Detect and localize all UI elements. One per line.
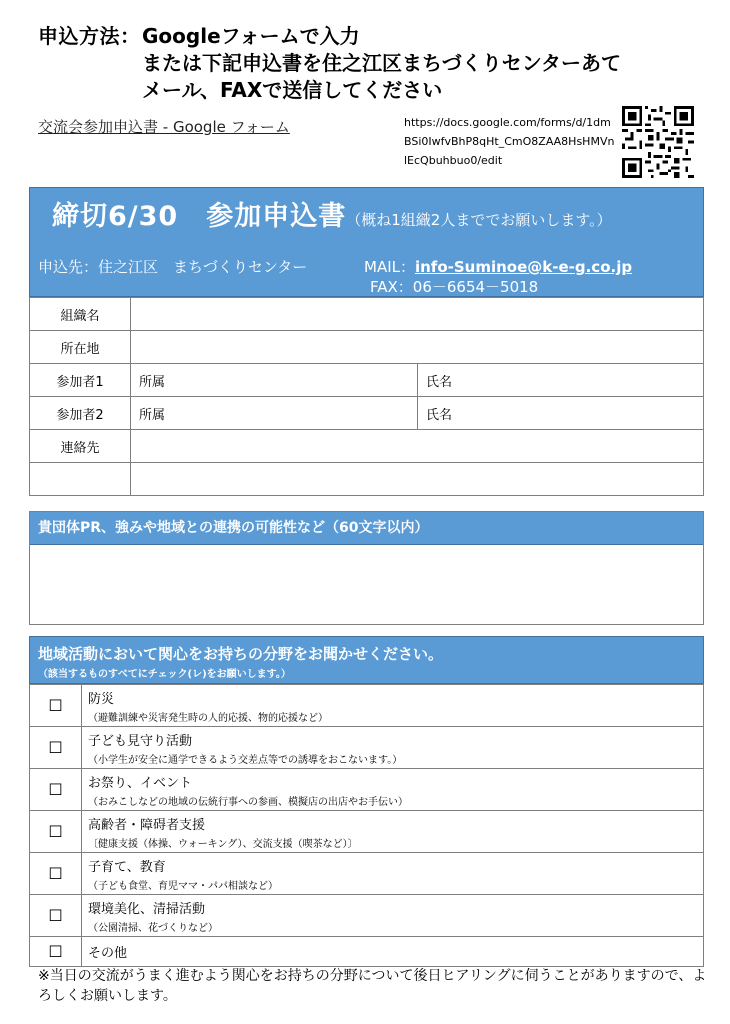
pr-section: [29, 511, 704, 625]
participant1-label: 参加者1: [30, 364, 131, 397]
address-field[interactable]: [131, 331, 704, 364]
participant1-name-field[interactable]: 氏名: [418, 364, 704, 397]
interest-festival: [82, 769, 704, 811]
participant-info-table: [29, 297, 704, 496]
checkbox-festival[interactable]: ☐: [30, 769, 82, 811]
fax-number: FAX：06－6654－5018: [370, 278, 539, 296]
table-row: [30, 364, 704, 397]
participant2-name-field[interactable]: 氏名: [418, 397, 704, 430]
table-row: [30, 769, 704, 811]
table-row: [30, 811, 704, 853]
extra-label-cell: [30, 463, 131, 496]
interest-other: [82, 937, 704, 967]
table-row: [30, 298, 704, 331]
pr-heading: 貴団体PR、強みや地域との連携の可能性など（60文字以内）: [30, 512, 703, 545]
interest-title: 高齢者・障碍者支援: [88, 817, 206, 833]
footnote: ※当日の交流がうまく進むよう関心をお持ちの分野について後日ヒアリングに伺うことがありますので、よろしくお願いします。: [38, 968, 707, 1004]
interest-child-watch: [82, 727, 704, 769]
interest-elderly-support: [82, 811, 704, 853]
address-label: 所在地: [30, 331, 131, 364]
table-row: [30, 331, 704, 364]
checkbox-childcare[interactable]: ☐: [30, 853, 82, 895]
application-method-label: 申込方法：: [38, 24, 141, 48]
interest-childcare: [82, 853, 704, 895]
participant1-affiliation-field[interactable]: 所属: [131, 364, 418, 397]
interest-note: （公園清掃、花づくりなど）: [88, 922, 218, 934]
checkbox-elderly-support[interactable]: ☐: [30, 811, 82, 853]
table-row: [30, 397, 704, 430]
application-header-card: [29, 187, 704, 297]
interest-title: その他: [88, 946, 128, 961]
interest-note: （避難訓練や災害発生時の人的応援、物的応援など）: [88, 712, 328, 724]
interest-note: 〔健康支援（体操、ウォーキング）、交流支援（喫茶など）〕: [88, 838, 358, 850]
interest-note: （おみこしなどの地域の伝統行事への参画、模擬店の出店やお手伝い）: [88, 796, 408, 808]
interest-title: 子育て、教育: [88, 859, 166, 875]
table-row: [30, 463, 704, 496]
interest-note: （小学生が安全に通学できるよう交差点等での誘導をおこないます。）: [88, 754, 403, 766]
interest-disaster: [82, 685, 704, 727]
org-name-label: 組織名: [30, 298, 131, 331]
application-method-line2: または下記申込書を住之江区まちづくりセンターあて: [142, 51, 621, 75]
table-row: [30, 685, 704, 727]
mail-address-link[interactable]: info-Suminoe@k-e-g.co.jp: [414, 258, 633, 276]
checkbox-child-watch[interactable]: ☐: [30, 727, 82, 769]
table-row: [30, 430, 704, 463]
participant-limit-note: （概ね1組織2人まででお願いします。）: [346, 211, 612, 229]
qr-code-icon: [622, 106, 694, 178]
application-method-line1: Googleフォームで入力: [142, 24, 360, 48]
application-method-line3: メール、FAXで送信してください: [142, 78, 443, 102]
participant2-affiliation-field[interactable]: 所属: [131, 397, 418, 430]
interest-title: 防災: [88, 691, 115, 707]
extra-field[interactable]: [131, 463, 704, 496]
interests-heading: 地域活動において関心をお持ちの分野をお聞かせください。: [38, 645, 444, 663]
checkbox-other[interactable]: ☐: [30, 937, 82, 967]
interests-table: [29, 684, 704, 967]
interest-title: お祭り、イベント: [88, 775, 193, 791]
table-row: [30, 937, 704, 967]
google-form-link[interactable]: 交流会参加申込書 - Google フォーム: [38, 118, 290, 136]
deadline-title: 締切6/30 参加申込書（概ね1組織2人まででお願いします。）: [52, 201, 612, 232]
org-name-field[interactable]: [131, 298, 704, 331]
interest-title: 環境美化、清掃活動: [88, 901, 206, 917]
interests-subheading: （該当するものすべてにチェック(レ)をお願いします。）: [38, 669, 291, 680]
checkbox-environment[interactable]: ☐: [30, 895, 82, 937]
participant2-label: 参加者2: [30, 397, 131, 430]
interests-heading-bar: [29, 636, 704, 684]
contact-field[interactable]: [131, 430, 704, 463]
destination-text: 申込先：住之江区 まちづくりセンター: [38, 258, 308, 276]
interest-environment: [82, 895, 704, 937]
table-row: [30, 895, 704, 937]
interest-note: （子ども食堂、育児ママ・パパ相談など）: [88, 880, 278, 892]
checkbox-disaster[interactable]: ☐: [30, 685, 82, 727]
mail-line: MAIL：info-Suminoe@k-e-g.co.jp: [364, 258, 633, 276]
google-form-url[interactable]: https://docs.google.com/forms/d/1dmBSi0IwfvBhP8qHt_CmO8ZAA8HsHMVnlEcQbuhbuo0/edit: [404, 116, 615, 167]
contact-label: 連絡先: [30, 430, 131, 463]
interest-title: 子ども見守り活動: [88, 733, 193, 749]
table-row: [30, 853, 704, 895]
table-row: [30, 727, 704, 769]
